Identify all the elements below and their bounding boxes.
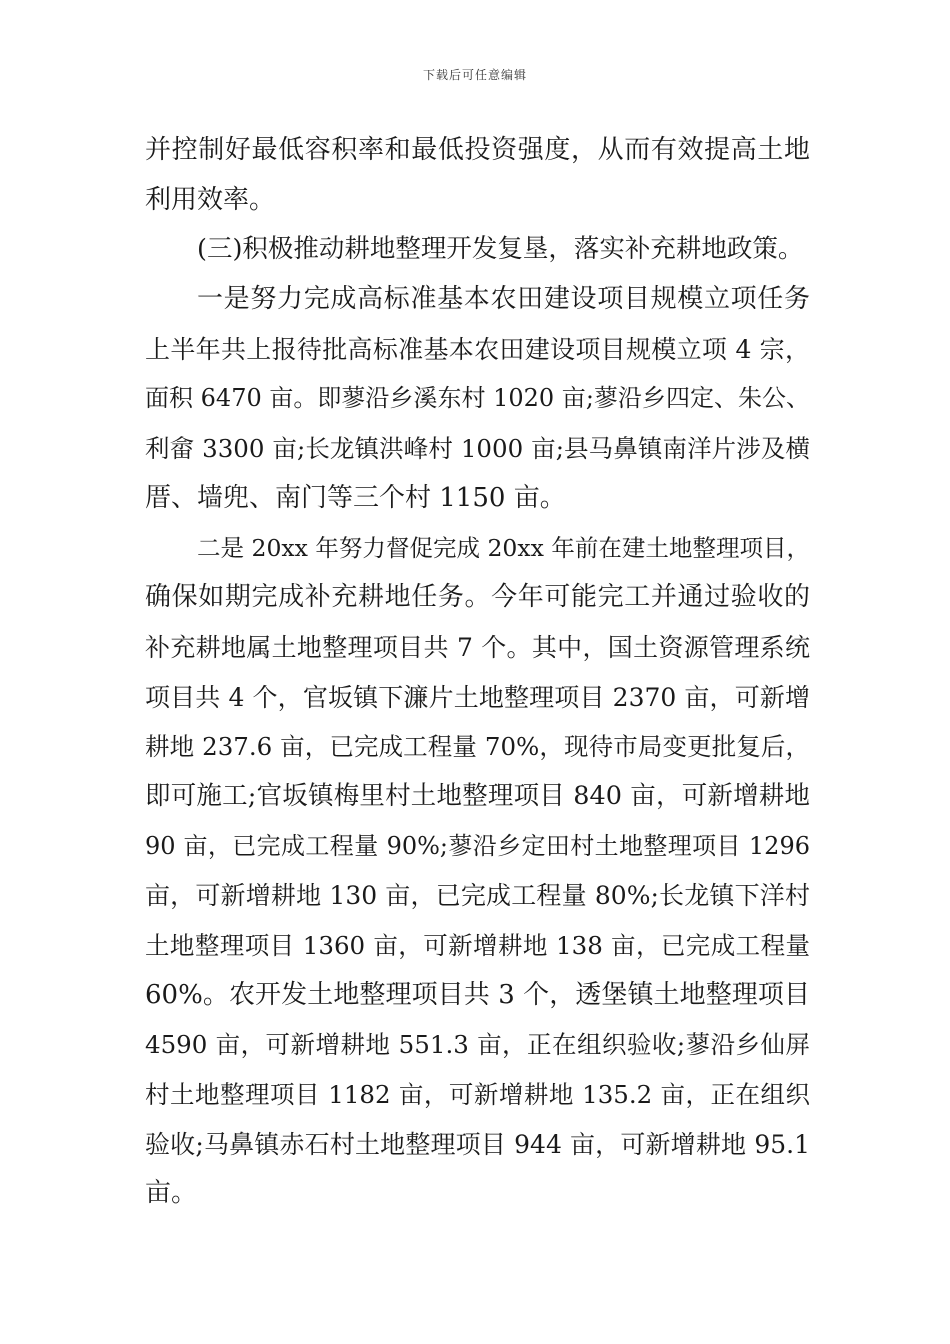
text-line: 项目共 4 个，官坂镇下濂片土地整理项目 2370 亩，可新增 — [145, 682, 810, 712]
text-line: 补充耕地属土地整理项目共 7 个。其中，国土资源管理系统 — [145, 632, 810, 662]
text-line: 4590 亩，可新增耕地 551.3 亩，正在组织验收;蓼沿乡仙屏 — [145, 1030, 810, 1060]
text-line: 亩，可新增耕地 130 亩，已完成工程量 80%;长龙镇下洋村 — [145, 881, 810, 911]
text-line: 60%。农开发土地整理项目共 3 个，透堡镇土地整理项目 — [145, 979, 810, 1010]
text-line: 村土地整理项目 1182 亩，可新增耕地 135.2 亩，正在组织 — [145, 1080, 810, 1110]
section-heading: (三)积极推动耕地整理开发复垦，落实补充耕地政策。 — [197, 234, 804, 265]
text-line: 面积 6470 亩。即蓼沿乡溪东村 1020 亩;蓼沿乡四定、朱公、 — [145, 384, 810, 413]
document-body — [145, 126, 810, 1219]
text-line: 亩。 — [145, 1178, 198, 1209]
text-line: 即可施工;官坂镇梅里村土地整理项目 840 亩，可新增耕地 — [145, 780, 810, 811]
text-line: 二是 20xx 年努力督促完成 20xx 年前在建土地整理项目， — [197, 533, 810, 562]
text-line: 上半年共上报待批高标准基本农田建设项目规模立项 4 宗， — [145, 334, 810, 364]
text-line: 利畲 3300 亩;长龙镇洪峰村 1000 亩;县马鼻镇南洋片涉及横 — [145, 434, 810, 464]
text-line: 并控制好最低容积率和最低投资强度，从而有效提高土地 — [145, 135, 810, 165]
text-line: 一是努力完成高标准基本农田建设项目规模立项任务 — [197, 284, 810, 315]
text-line: 90 亩，已完成工程量 90%;蓼沿乡定田村土地整理项目 1296 — [145, 831, 810, 860]
text-line: 厝、墙兜、南门等三个村 1150 亩。 — [145, 482, 566, 513]
text-line: 验收;马鼻镇赤石村土地整理项目 944 亩，可新增耕地 95.1 — [145, 1129, 810, 1159]
text-line: 土地整理项目 1360 亩，可新增耕地 138 亩，已完成工程量 — [145, 931, 810, 960]
text-line: 耕地 237.6 亩，已完成工程量 70%，现待市局变更批复后， — [145, 732, 810, 762]
text-line: 利用效率。 — [145, 184, 276, 215]
text-line: 确保如期完成补充耕地任务。今年可能完工并通过验收的 — [145, 582, 810, 613]
page-header: 下载后可任意编辑 — [422, 68, 527, 82]
